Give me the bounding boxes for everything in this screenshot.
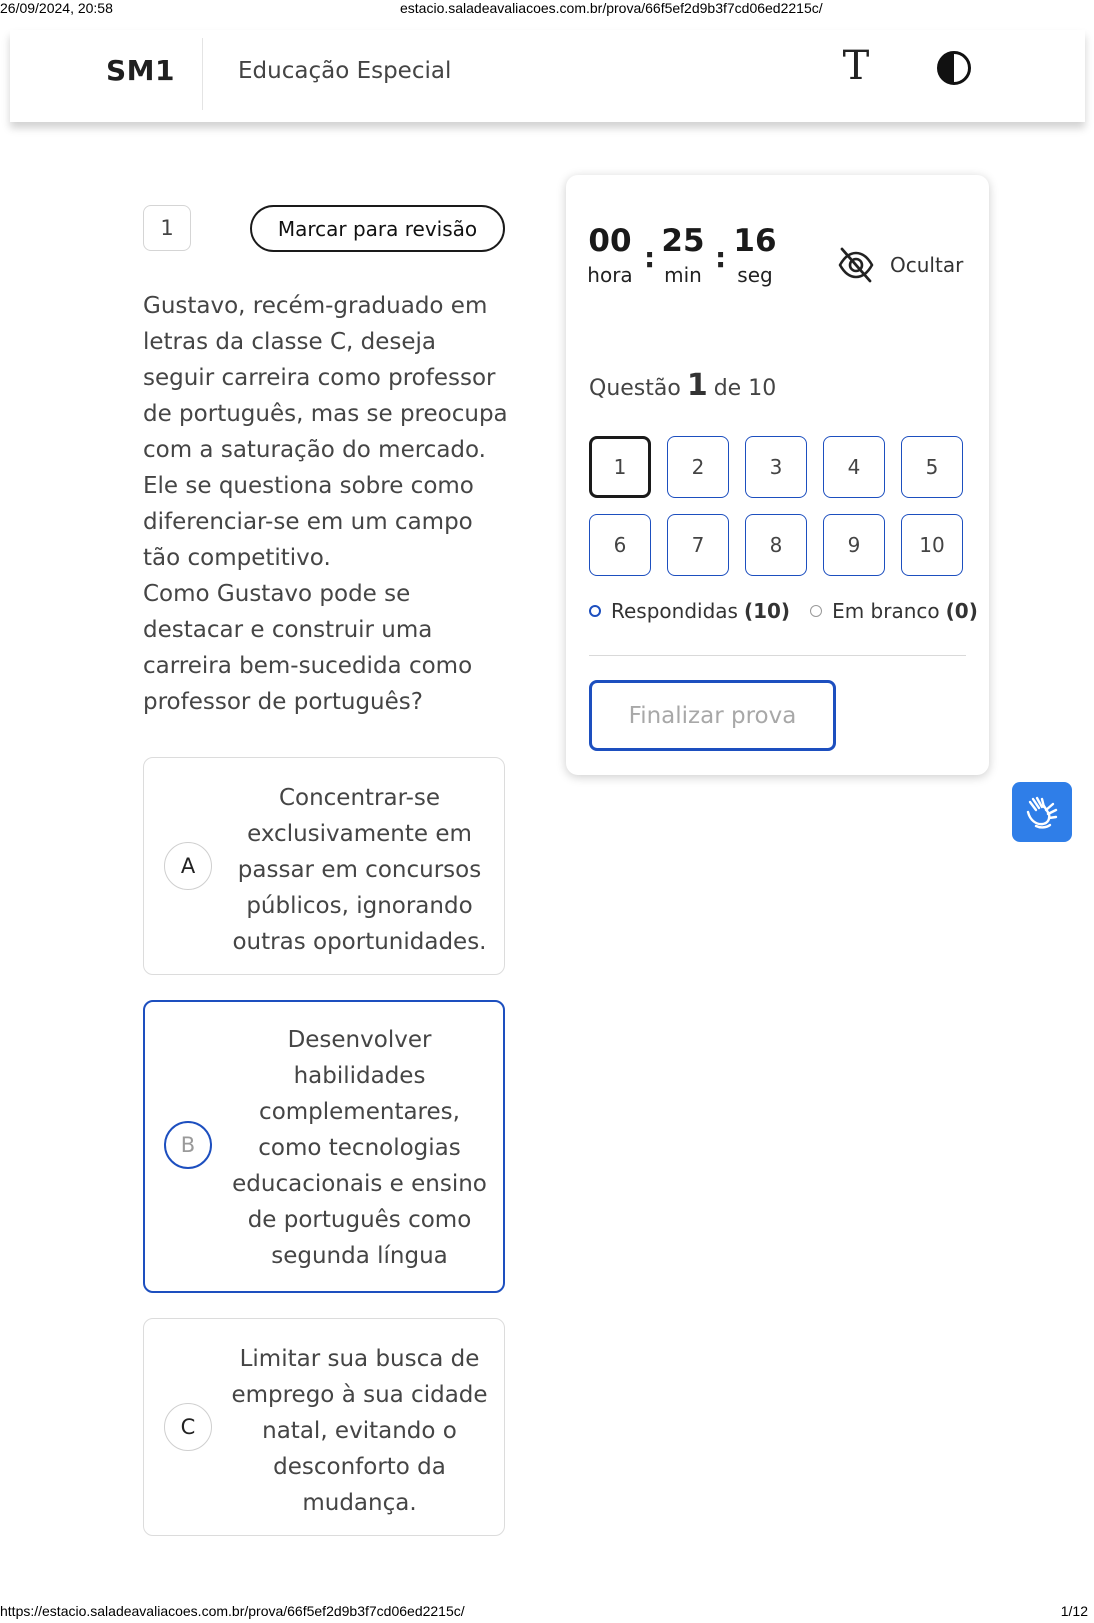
print-datetime: 26/09/2024, 20:58 bbox=[0, 0, 113, 16]
answered-dot-icon bbox=[589, 605, 601, 617]
question-nav-button[interactable]: 3 bbox=[745, 436, 807, 498]
option-text bbox=[229, 780, 490, 960]
print-page-number: 1/12 bbox=[1060, 1603, 1088, 1619]
question-number: 1 bbox=[143, 205, 191, 251]
answered-count: (10) bbox=[743, 599, 791, 623]
timer-hours-value: 00 bbox=[588, 223, 632, 259]
blank-label: Em branco bbox=[832, 599, 940, 623]
print-full-url: https://estacio.saladeavaliacoes.com.br/prova/66f5ef2d9b3f7cd06ed2215c/ bbox=[0, 1603, 465, 1619]
hide-timer-button[interactable] bbox=[836, 245, 963, 285]
blank-dot-icon bbox=[810, 605, 822, 617]
option-line: Desenvolver bbox=[287, 1027, 432, 1053]
option-line: Concentrar-se bbox=[278, 785, 441, 811]
question-nav-button[interactable]: 2 bbox=[667, 436, 729, 498]
timer-separator: : bbox=[644, 241, 656, 274]
blank-count: (0) bbox=[945, 599, 978, 623]
option-line: mudança. bbox=[302, 1490, 417, 1516]
option-line: como tecnologias bbox=[258, 1135, 461, 1161]
option-letter: B bbox=[164, 1121, 212, 1169]
timer-minutes-label: min bbox=[664, 263, 702, 287]
mark-for-review-button[interactable]: Marcar para revisão bbox=[250, 205, 505, 252]
question-line: tão competitivo. bbox=[143, 545, 331, 571]
option-text bbox=[230, 1022, 489, 1274]
finish-exam-button[interactable]: Finalizar prova bbox=[589, 680, 836, 751]
question-line: carreira bem-sucedida como bbox=[143, 653, 473, 679]
question-progress bbox=[589, 368, 776, 403]
option-line: educacionais e ensino bbox=[232, 1171, 487, 1197]
panel-divider bbox=[589, 655, 966, 656]
timer-separator: : bbox=[715, 241, 727, 274]
option-letter: A bbox=[164, 842, 212, 890]
timer-seconds-label: seg bbox=[737, 263, 773, 287]
timer-seconds-value: 16 bbox=[733, 223, 777, 259]
question-line: destacar e construir uma bbox=[143, 617, 433, 643]
eye-off-icon bbox=[836, 245, 876, 285]
legend-answered bbox=[589, 599, 790, 623]
timer-hours-label: hora bbox=[587, 263, 633, 287]
option-line: exclusivamente em bbox=[247, 821, 472, 847]
option-line: de português como bbox=[247, 1207, 472, 1233]
option-line: Limitar sua busca de bbox=[239, 1346, 480, 1372]
question-text bbox=[143, 288, 511, 720]
brand-logo: SM1 bbox=[106, 54, 176, 87]
option-a[interactable] bbox=[143, 757, 505, 975]
option-line: natal, evitando o bbox=[262, 1418, 457, 1444]
option-line: passar em concursos bbox=[237, 857, 482, 883]
question-nav-button[interactable]: 6 bbox=[589, 514, 651, 576]
question-line: letras da classe C, deseja bbox=[143, 329, 437, 355]
option-line: segunda língua bbox=[271, 1243, 448, 1269]
option-line: públicos, ignorando bbox=[246, 893, 473, 919]
hide-timer-label: Ocultar bbox=[890, 253, 964, 277]
question-nav-button[interactable]: 4 bbox=[823, 436, 885, 498]
status-legend bbox=[589, 599, 978, 623]
contrast-icon[interactable] bbox=[936, 50, 972, 86]
question-nav-button[interactable]: 1 bbox=[589, 436, 651, 498]
question-line: com a saturação do mercado. bbox=[143, 437, 486, 463]
question-nav-button[interactable]: 7 bbox=[667, 514, 729, 576]
question-nav-button[interactable]: 9 bbox=[823, 514, 885, 576]
top-bar bbox=[10, 30, 1085, 122]
timer-minutes bbox=[658, 223, 708, 287]
progress-prefix: Questão bbox=[589, 376, 681, 401]
option-line: desconforto da bbox=[273, 1454, 446, 1480]
option-line: complementares, bbox=[259, 1099, 460, 1125]
answered-label: Respondidas bbox=[611, 599, 738, 623]
timer-seconds bbox=[730, 223, 780, 287]
question-nav-button[interactable]: 10 bbox=[901, 514, 963, 576]
sign-language-icon bbox=[1022, 792, 1062, 832]
header-divider bbox=[202, 38, 203, 110]
timer-minutes-value: 25 bbox=[661, 223, 705, 259]
print-url: estacio.saladeavaliacoes.com.br/prova/66f5ef2d9b3f7cd06ed2215c/ bbox=[400, 0, 823, 16]
question-line: de português, mas se preocupa bbox=[143, 401, 508, 427]
question-nav-button[interactable]: 8 bbox=[745, 514, 807, 576]
question-line: Ele se questiona sobre como bbox=[143, 473, 474, 499]
legend-blank bbox=[810, 599, 978, 623]
question-line: professor de português? bbox=[143, 689, 423, 715]
option-letter: C bbox=[164, 1403, 212, 1451]
progress-suffix: de 10 bbox=[713, 376, 777, 401]
exam-panel bbox=[566, 175, 989, 775]
timer-hours bbox=[585, 223, 635, 287]
option-line: emprego à sua cidade bbox=[231, 1382, 488, 1408]
font-size-icon[interactable]: T bbox=[842, 43, 870, 89]
option-b[interactable] bbox=[143, 1000, 505, 1293]
option-c[interactable] bbox=[143, 1318, 505, 1536]
question-line: Gustavo, recém-graduado em bbox=[143, 293, 488, 319]
question-navigator bbox=[589, 436, 963, 576]
question-line: Como Gustavo pode se bbox=[143, 581, 411, 607]
option-text bbox=[229, 1341, 490, 1521]
sign-language-button[interactable] bbox=[1012, 782, 1072, 842]
question-nav-button[interactable]: 5 bbox=[901, 436, 963, 498]
question-line: seguir carreira como professor bbox=[143, 365, 496, 391]
progress-current: 1 bbox=[686, 368, 708, 403]
question-line: diferenciar-se em um campo bbox=[143, 509, 473, 535]
option-line: outras oportunidades. bbox=[232, 929, 487, 955]
option-line: habilidades bbox=[293, 1063, 426, 1089]
course-title: Educação Especial bbox=[238, 58, 452, 84]
